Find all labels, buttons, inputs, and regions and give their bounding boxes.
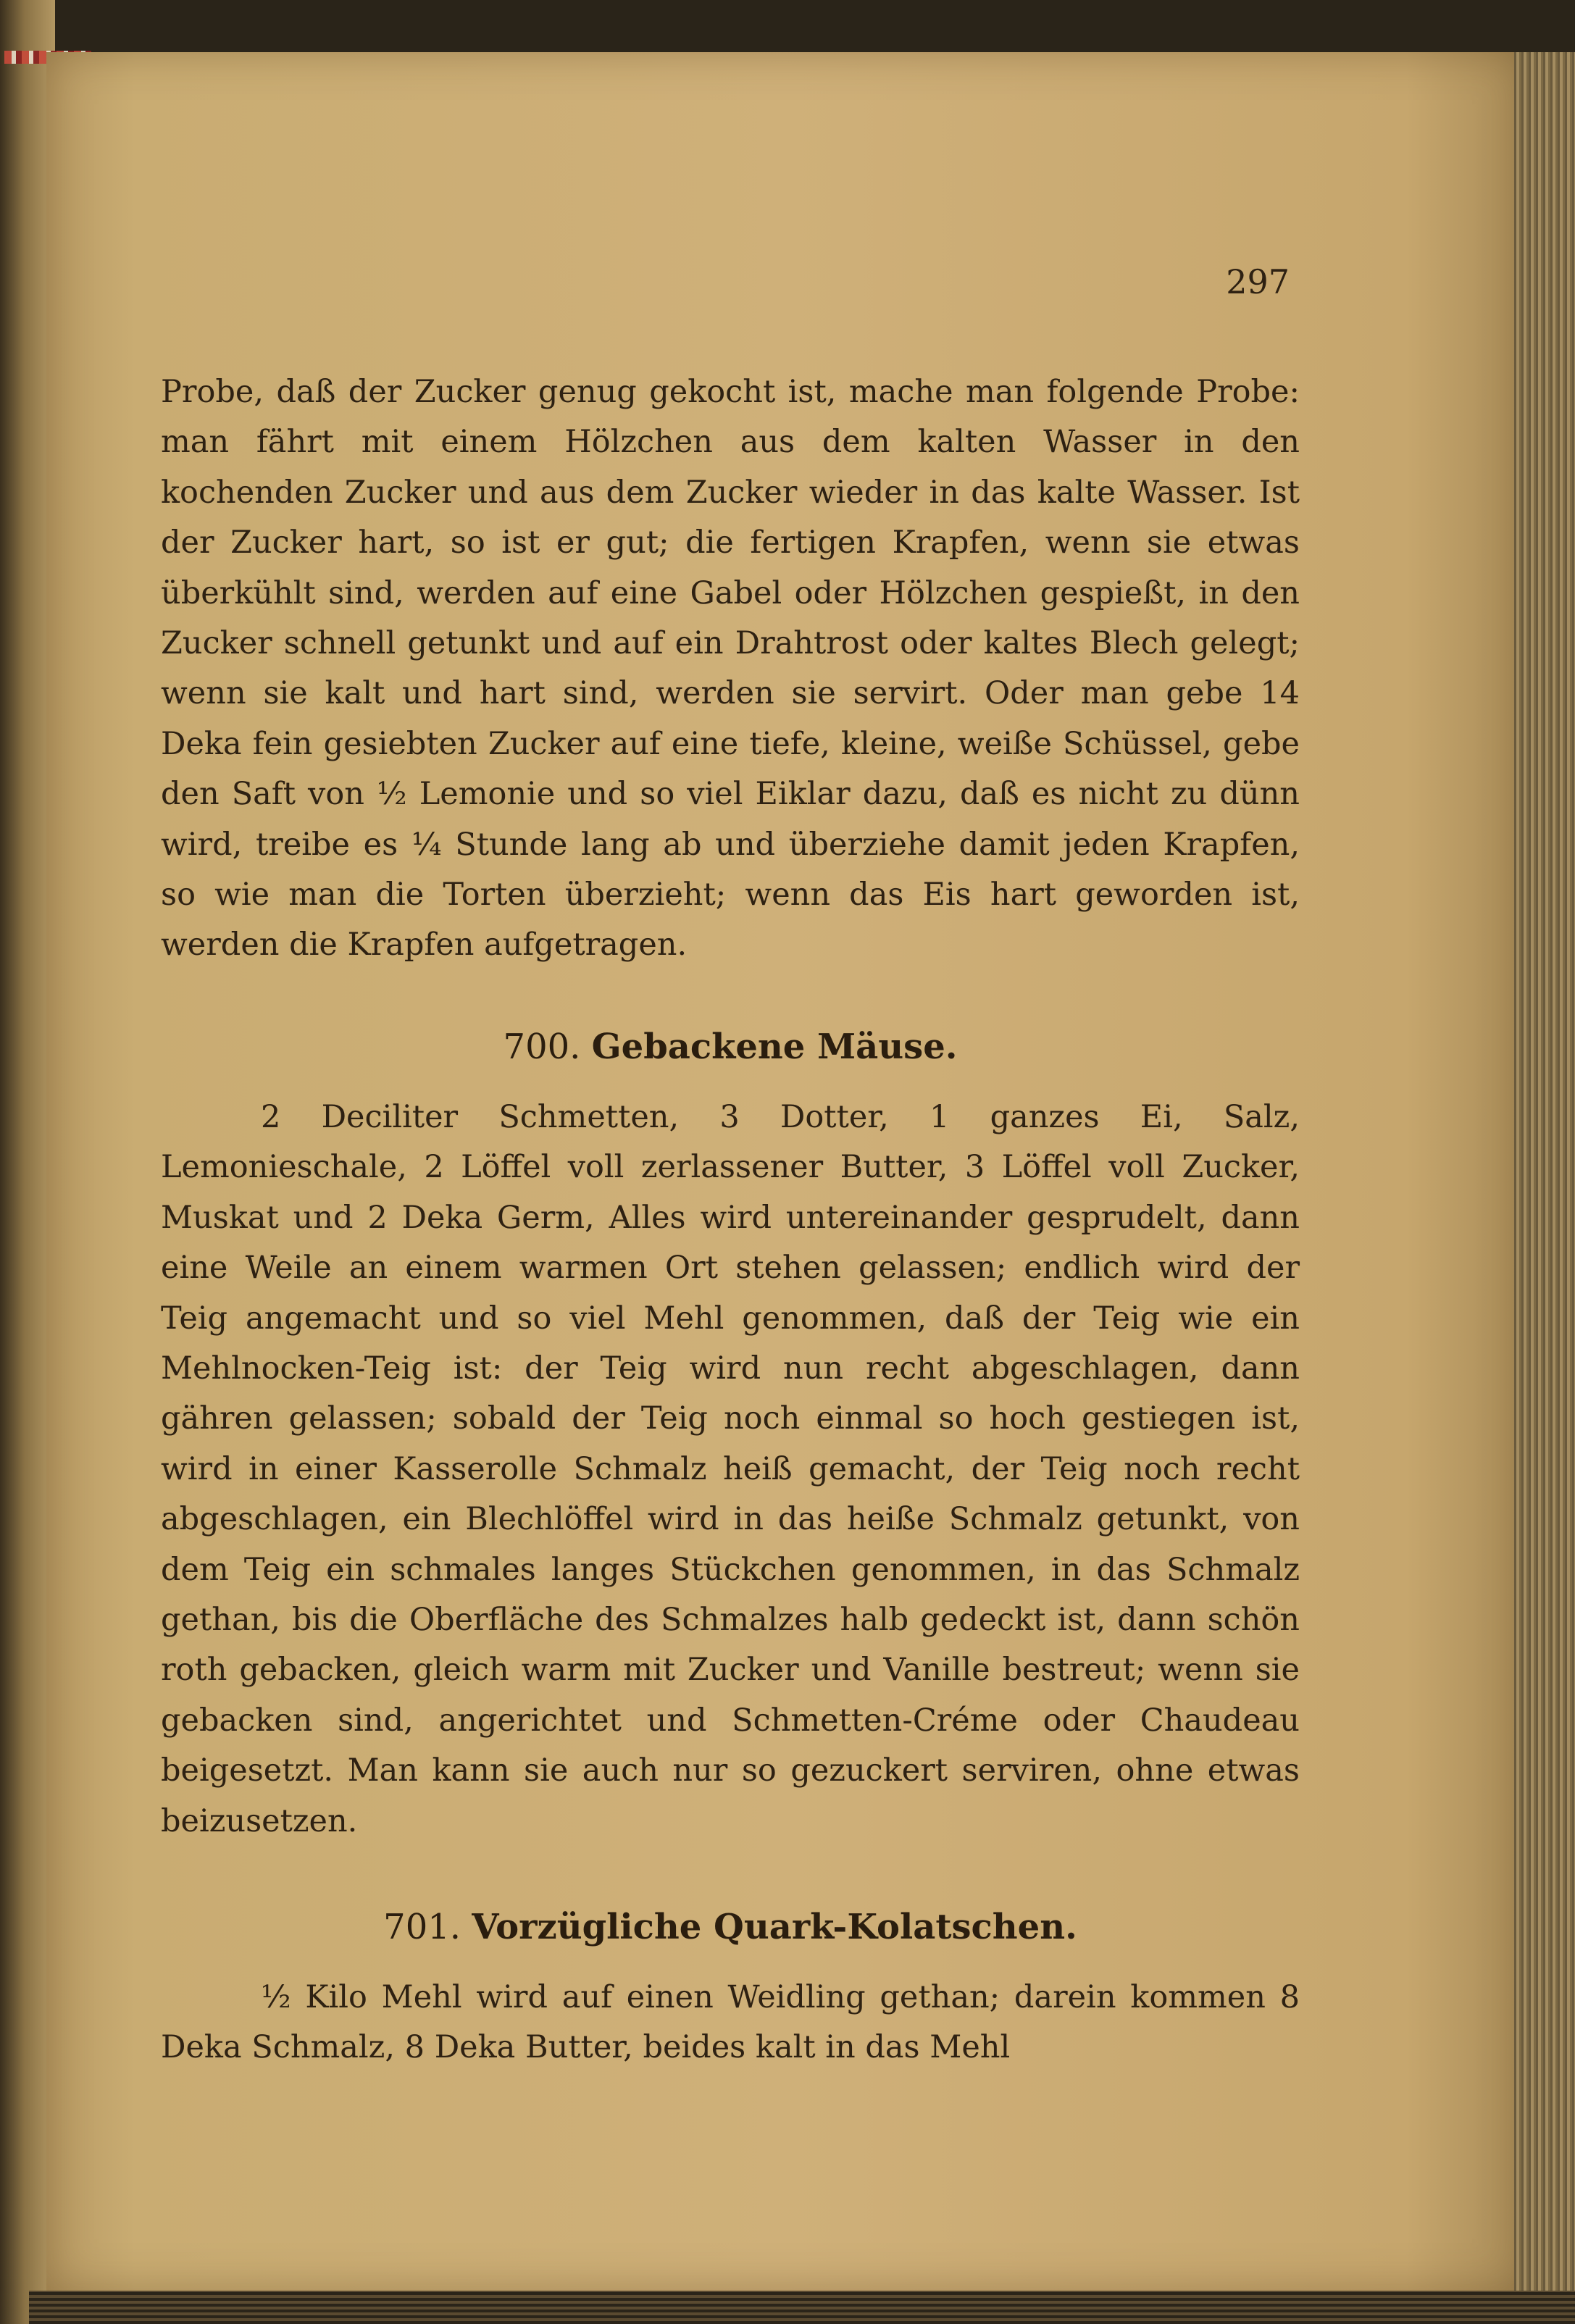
- recipe-700-text: 2 Deciliter Schmetten, 3 Dotter, 1 ganzes Ei, Salz, Lemonieschale, 2 Löffel voll zerlassener Butter, 3 Löffel voll Zucker, Muskat und 2 Deka Germ, Alles wird untereinander gesprudelt, dann eine Weile an einem warmen Ort stehen gelassen; endlich wird der Teig angemacht und so viel Mehl genommen, daß der Teig wie ein Mehlnocken-Teig ist: der Teig wird nun recht abgeschlagen, dann gähren gelassen; sobald der Teig noch einmal so hoch gestiegen ist, wird in einer Kasserolle Schmalz heiß gemacht, der Teig noch recht abgeschlagen, ein Blechlöffel wird in das heiße Schmalz getunkt, von dem Teig ein schmales langes Stückchen genommen, in das Schmalz gethan, bis die Oberfläche des Schmalzes halb gedeckt ist, dann schön roth gebacken, gleich warm mit Zucker und Vanille bestreut; wenn sie gebacken sind, angerichtet und Schmetten-Créme oder Chaudeau beigesetzt. Man kann sie auch nur so gezuckert serviren, ohne etwas beizusetzen.: [161, 1099, 1300, 1839]
- recipe-701-text: ½ Kilo Mehl wird auf einen Weidling gethan; darein kommen 8 Deka Schmalz, 8 Deka Butter, beides kalt in das Mehl: [161, 1979, 1300, 2066]
- recipe-700-body: [161, 1092, 1300, 1847]
- continuation-paragraph: [161, 367, 1300, 971]
- continuation-text: Probe, daß der Zucker genug gekocht ist, mache man folgende Probe: man fährt mit einem Hölzchen aus dem kalten Wasser in den kochenden Zucker und aus dem Zucker wieder in das kalte Wasser. Ist der Zucker hart, so ist er gut; die fertigen Krapfen, wenn sie etwas überkühlt sind, werden auf eine Gabel oder Hölzchen gespießt, in den Zucker schnell getunkt und auf ein Drahtrost oder kaltes Blech gelegt; wenn sie kalt und hart sind, werden sie servirt. Oder man gebe 14 Deka fein gesiebten Zucker auf eine tiefe, kleine, weiße Schüssel, gebe den Saft von ½ Lemonie und so viel Eiklar dazu, daß es nicht zu dünn wird, treibe es ¼ Stunde lang ab und überziehe damit jeden Krapfen, so wie man die Torten überzieht; wenn das Eis hart geworden ist, werden die Krapfen aufgetragen.: [161, 374, 1300, 964]
- recipe-700-number: 700.: [503, 1027, 581, 1067]
- recipe-701-title: Vorzügliche Quark-Kolatschen.: [472, 1907, 1077, 1947]
- page-number: 297: [1226, 262, 1290, 301]
- recipe-700-heading: [161, 1021, 1300, 1072]
- page-bottom-edge: [29, 2291, 1575, 2324]
- recipe-701-number: 701.: [383, 1907, 461, 1947]
- recipe-701-body: [161, 1973, 1300, 2073]
- page-edges: [1514, 52, 1575, 2324]
- recipe-700-title: Gebackene Mäuse.: [591, 1027, 958, 1067]
- recipe-701-heading: [161, 1902, 1300, 1952]
